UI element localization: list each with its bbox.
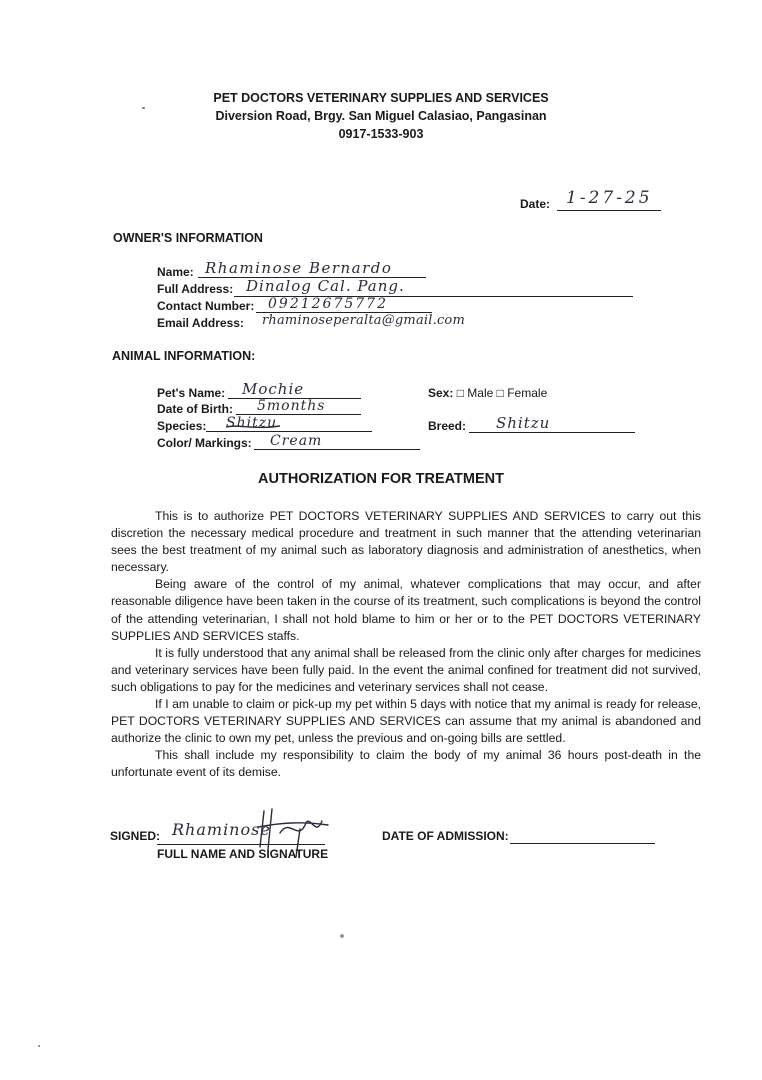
admission-date-label: DATE OF ADMISSION: (382, 829, 509, 843)
pet-name-label: Pet's Name: (157, 386, 226, 400)
scan-speck (38, 1045, 40, 1047)
pet-name-value: Mochie (242, 380, 305, 398)
authorization-title: AUTHORIZATION FOR TREATMENT (258, 471, 504, 487)
date-line (557, 210, 661, 211)
color-value: Cream (270, 433, 323, 449)
sex-label-text: Sex: (428, 386, 454, 400)
owner-name-value: Rhaminose Bernardo (205, 259, 393, 277)
clinic-address: Diversion Road, Brgy. San Miguel Calasiao, Pangasinan (215, 109, 547, 123)
owner-contact-value: 09212675772 (268, 296, 388, 312)
authorization-body (111, 508, 701, 782)
signed-label: SIGNED: (110, 829, 161, 843)
signature-caption: FULL NAME AND SIGNATURE (157, 847, 329, 861)
dob-label: Date of Birth: (157, 402, 233, 416)
breed-line (469, 432, 635, 433)
sex-label (428, 386, 547, 400)
owner-address-label: Full Address: (157, 282, 234, 296)
species-value: Shitzu (226, 415, 278, 431)
authorization-paragraph: This shall include my responsibility to claim the body of my animal 36 hours post-death in the unfortunate event of its demise. (111, 748, 701, 780)
scan-speck (340, 934, 344, 938)
owner-email-value: rhaminoseperalta@gmail.com (262, 313, 465, 328)
color-label: Color/ Markings: (157, 436, 252, 450)
owner-email-label: Email Address: (157, 316, 244, 330)
sex-male-checkbox[interactable]: □ Male (456, 386, 494, 400)
clinic-name: PET DOCTORS VETERINARY SUPPLIES AND SERVICES (213, 91, 549, 105)
breed-value: Shitzu (496, 414, 551, 432)
species-strikethrough (224, 422, 282, 432)
species-label: Species: (157, 419, 207, 433)
admission-date-line (510, 843, 655, 844)
authorization-paragraph: It is fully understood that any animal shall be released from the clinic only after charges for medicines and veterinary services have been fully paid. In the event the animal confined for treatment did not survived, such obligations to pay for the medicines and veterinary services shall not cease. (111, 645, 701, 694)
date-value: 1-27-25 (566, 188, 653, 208)
signed-value: Rhaminose (172, 820, 271, 839)
owner-address-value: Dinalog Cal. Pang. (246, 277, 405, 295)
authorization-paragraph: Being aware of the control of my animal, whatever complications that may occur, and after reasonable diligence have been taken in the course of its treatment, such complications is beyond the control of the attending veterinarian, I shall not hold blame to him or her or to the PET DOCTORS VETERINARY SUPPLIES AND SERVICES staffs. (111, 577, 701, 643)
clinic-phone: 0917-1533-903 (338, 127, 424, 141)
dob-value: 5months (257, 398, 326, 414)
date-label: Date: (520, 197, 551, 211)
animal-section-title: ANIMAL INFORMATION: (112, 349, 256, 363)
owner-section-title: OWNER'S INFORMATION (113, 231, 263, 245)
breed-label: Breed: (428, 419, 467, 433)
scan-speck (142, 107, 145, 109)
authorization-paragraph: If I am unable to claim or pick-up my pet within 5 days with notice that my animal is ready for release, PET DOCTORS VETERINARY SUPPLIES AND SERVICES can assume that my animal is abandoned and authorize the clinic to own my pet, unless the previous and on-going bills are settled. (111, 697, 701, 746)
owner-name-label: Name: (157, 265, 194, 279)
authorization-paragraph: This is to authorize PET DOCTORS VETERINARY SUPPLIES AND SERVICES to carry out this discretion the necessary medical procedure and treatment in such manner that the attending veterinarian sees the best treatment of my animal such as laboratory diagnosis and administration of anesthetics, when necessary. (111, 509, 701, 575)
owner-contact-label: Contact Number: (157, 299, 255, 313)
sex-female-checkbox[interactable]: □ Female (496, 386, 548, 400)
color-line (254, 449, 420, 450)
